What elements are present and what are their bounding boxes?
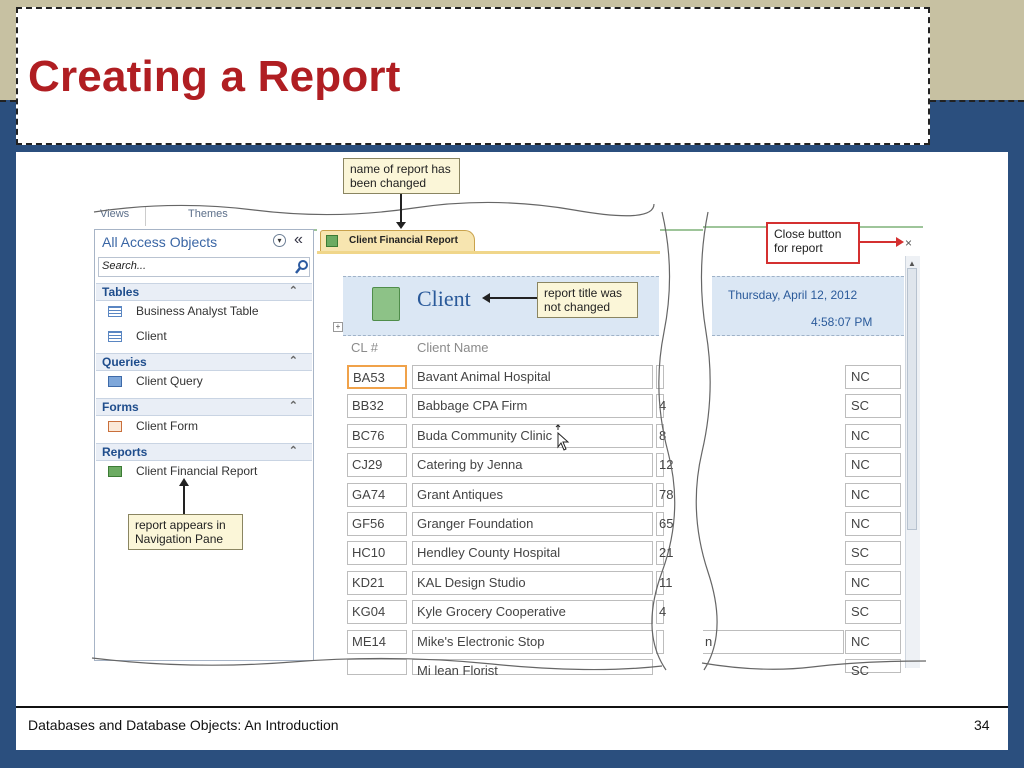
mouse-pointer-icon — [555, 425, 571, 456]
form-icon — [108, 421, 122, 432]
client-name-cell[interactable]: KAL Design Studio — [412, 571, 653, 595]
report-time: 4:58:07 PM — [811, 315, 873, 329]
nav-group-label: Reports — [102, 445, 148, 459]
callout-close-button: Close button for report — [766, 222, 860, 264]
nav-pane-header[interactable]: All Access Objects — [102, 234, 218, 250]
arrow-up-icon — [179, 478, 189, 486]
title-divider-right — [930, 100, 1024, 102]
address-cell-fragment[interactable]: 12 — [656, 453, 664, 477]
cl-number-cell[interactable]: GA74 — [347, 483, 407, 507]
address-cell-fragment[interactable]: 11 — [656, 571, 664, 595]
nav-item-client-form[interactable] — [108, 419, 198, 433]
chevron-up-icon[interactable]: ⌃ — [288, 355, 298, 367]
tab-underline — [317, 251, 660, 254]
torn-top-edge-left — [94, 198, 654, 218]
callout-title-not-changed: report title was not changed — [537, 282, 638, 318]
callout-arrow-line — [183, 484, 185, 514]
chevron-up-icon[interactable]: ⌃ — [288, 285, 298, 297]
page-number: 34 — [974, 717, 990, 733]
search-icon[interactable] — [294, 259, 310, 275]
title-divider-left — [0, 100, 16, 102]
nav-item-client-financial-report[interactable] — [108, 464, 257, 478]
arrow-right-icon — [896, 237, 904, 247]
state-cell[interactable]: NC — [845, 424, 901, 448]
report-title: Client — [417, 286, 471, 311]
column-header-client-name: Client Name — [417, 340, 489, 355]
cl-number-cell[interactable]: CJ29 — [347, 453, 407, 477]
torn-right-edge-left-piece — [654, 212, 684, 672]
nav-item-label: Client Query — [136, 374, 203, 388]
cl-number-cell[interactable]: BA53 — [347, 365, 407, 389]
client-name-cell[interactable]: Mike's Electronic Stop — [412, 630, 653, 654]
state-cell[interactable]: NC — [845, 453, 901, 477]
client-name-cell[interactable]: Mi lean Florist — [412, 659, 653, 675]
arrow-left-icon — [482, 293, 490, 303]
nav-item-label: Client — [136, 329, 167, 343]
footer-text: Databases and Database Objects: An Introduction — [28, 717, 339, 733]
nav-item-label: Client Form — [136, 419, 199, 433]
state-cell[interactable]: SC — [845, 600, 901, 624]
client-name-cell[interactable]: Granger Foundation — [412, 512, 653, 536]
nav-group-label: Forms — [102, 400, 139, 414]
ribbon-tab-themes[interactable]: Themes — [188, 208, 228, 220]
nav-group-forms[interactable] — [96, 398, 312, 416]
cl-number-cell[interactable]: KG04 — [347, 600, 407, 624]
report-date: Thursday, April 12, 2012 — [728, 288, 858, 302]
nav-item-client-table[interactable] — [108, 329, 167, 343]
cl-number-cell[interactable]: BC76 — [347, 424, 407, 448]
shutter-bar-close-icon[interactable]: « — [294, 231, 303, 248]
address-cell-fragment[interactable]: 4 — [656, 394, 664, 418]
footer-divider — [16, 706, 1008, 708]
client-name-cell[interactable]: Babbage CPA Firm — [412, 394, 653, 418]
nav-menu-dropdown-icon[interactable]: ▾ — [273, 234, 286, 247]
torn-left-edge-right-piece — [696, 212, 716, 672]
state-cell[interactable]: NC — [845, 365, 901, 389]
state-cell[interactable]: NC — [845, 571, 901, 595]
report-icon — [108, 466, 122, 477]
nav-item-business-analyst-table[interactable] — [108, 304, 259, 318]
nav-group-label: Queries — [102, 355, 147, 369]
callout-arrow-line — [860, 241, 897, 243]
cl-number-cell[interactable]: ME14 — [347, 630, 407, 654]
state-cell[interactable]: SC — [845, 659, 901, 673]
nav-group-tables[interactable] — [96, 283, 312, 301]
table-icon — [108, 331, 122, 342]
scroll-up-arrow-icon[interactable]: ▲ — [908, 259, 916, 268]
query-icon — [108, 376, 122, 387]
chevron-up-icon[interactable]: ⌃ — [288, 445, 298, 457]
nav-item-client-query[interactable] — [108, 374, 203, 388]
report-icon — [326, 234, 338, 246]
state-cell[interactable]: NC — [845, 483, 901, 507]
cl-number-cell[interactable]: BB32 — [347, 394, 407, 418]
client-name-cell[interactable]: Buda Community Clinic — [412, 424, 653, 448]
callout-arrow-line — [490, 297, 537, 299]
address-cell-fragment-right[interactable]: n — [703, 630, 844, 654]
cl-number-cell[interactable]: HC10 — [347, 541, 407, 565]
table-icon — [108, 306, 122, 317]
client-name-cell[interactable]: Kyle Grocery Cooperative — [412, 600, 653, 624]
state-cell[interactable]: NC — [845, 512, 901, 536]
address-cell-fragment[interactable]: 8 — [656, 424, 664, 448]
column-header-cl: CL # — [351, 340, 378, 355]
tab-label: Client Financial Report — [349, 235, 458, 246]
nav-search-placeholder: Search... — [102, 260, 147, 272]
address-cell-fragment[interactable]: 4 — [656, 600, 664, 624]
address-cell-fragment[interactable]: 65 — [656, 512, 664, 536]
nav-group-label: Tables — [102, 285, 140, 299]
nav-group-queries[interactable] — [96, 353, 312, 371]
nav-item-label: Client Financial Report — [136, 464, 258, 478]
close-report-button[interactable]: × — [905, 236, 913, 250]
callout-name-changed: name of report has been changed — [343, 158, 460, 194]
move-handle-icon[interactable]: + — [333, 322, 343, 332]
state-cell[interactable]: SC — [845, 541, 901, 565]
address-cell-fragment[interactable]: 21 — [656, 541, 664, 565]
scrollbar-thumb[interactable] — [907, 268, 917, 530]
ribbon-tab-views[interactable]: Views — [100, 208, 130, 220]
cl-number-cell[interactable]: KD21 — [347, 571, 407, 595]
callout-appears-in-nav: report appears in Navigation Pane — [128, 514, 243, 550]
nav-item-label: Business Analyst Table — [136, 304, 259, 318]
slide-title: Creating a Report — [28, 52, 401, 101]
chevron-up-icon[interactable]: ⌃ — [288, 400, 298, 412]
state-cell[interactable]: SC — [845, 394, 901, 418]
torn-bottom-edge-right — [702, 655, 926, 677]
address-cell-fragment[interactable]: 78 — [656, 483, 664, 507]
report-header-band-right — [712, 276, 904, 336]
cl-number-cell[interactable]: GF56 — [347, 512, 407, 536]
client-name-cell[interactable]: Grant Antiques — [412, 483, 653, 507]
torn-bottom-edge-left — [92, 652, 662, 674]
report-logo-icon — [372, 287, 400, 321]
client-name-cell[interactable]: Catering by Jenna — [412, 453, 653, 477]
client-name-cell[interactable]: Hendley County Hospital — [412, 541, 653, 565]
state-cell[interactable]: NC — [845, 630, 901, 654]
client-name-cell[interactable]: Bavant Animal Hospital — [412, 365, 653, 389]
nav-group-reports[interactable] — [96, 443, 312, 461]
arrow-down-icon — [396, 222, 406, 229]
